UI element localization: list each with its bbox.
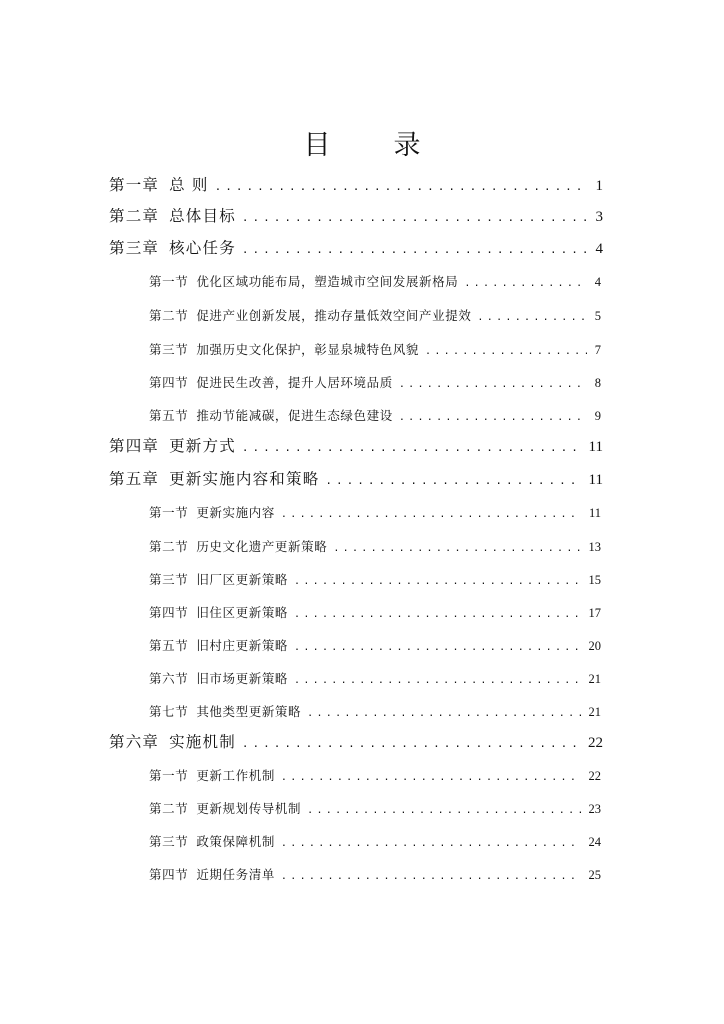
toc-entry-section-5-1[interactable] xyxy=(149,503,601,525)
entry-page: 21 xyxy=(588,672,601,686)
entry-page: 9 xyxy=(594,409,601,423)
toc-entry-section-6-4[interactable] xyxy=(149,865,601,887)
entry-number: 第二节 xyxy=(149,801,189,816)
toc-entry-section-5-3[interactable] xyxy=(149,570,601,592)
entry-number: 第四节 xyxy=(149,867,189,882)
entry-page: 21 xyxy=(588,705,601,719)
dot-leader xyxy=(294,671,580,691)
toc-entry-section-3-5[interactable] xyxy=(149,406,601,428)
entry-label: 其他类型更新策略 xyxy=(196,704,302,719)
dot-leader xyxy=(215,176,588,198)
entry-number: 第五节 xyxy=(149,408,189,423)
entry-number: 第一节 xyxy=(149,505,189,520)
entry-page: 11 xyxy=(588,506,601,520)
entry-label: 更新实施内容 xyxy=(196,505,275,520)
toc-entry-chapter-2[interactable] xyxy=(109,205,603,229)
entry-label: 历史文化遗产更新策略 xyxy=(196,539,328,554)
toc-entry-section-6-3[interactable] xyxy=(149,832,601,854)
toc-entry-chapter-3[interactable] xyxy=(109,237,603,261)
toc-entry-section-5-4[interactable] xyxy=(149,603,601,625)
entry-number: 第一节 xyxy=(149,768,189,783)
dot-leader xyxy=(477,308,586,328)
entry-label: 核心任务 xyxy=(169,239,236,257)
toc-entry-chapter-1[interactable] xyxy=(109,174,603,198)
entry-page: 11 xyxy=(588,439,603,455)
toc-entry-section-3-2[interactable] xyxy=(149,306,601,328)
dot-leader xyxy=(294,605,580,625)
toc-title: 目 录 xyxy=(303,130,439,161)
dot-leader xyxy=(464,274,586,294)
entry-page: 8 xyxy=(594,376,601,390)
entry-page: 25 xyxy=(588,868,601,882)
entry-label: 总 则 xyxy=(169,176,209,194)
dot-leader xyxy=(242,437,581,459)
entry-label: 总体目标 xyxy=(169,207,236,225)
entry-number: 第三章 xyxy=(109,239,160,257)
dot-leader xyxy=(294,638,580,658)
toc-entry-section-5-5[interactable] xyxy=(149,636,601,658)
toc-entry-section-5-2[interactable] xyxy=(149,537,601,559)
dot-leader xyxy=(325,470,580,492)
entry-page: 17 xyxy=(588,606,601,620)
entry-label: 更新方式 xyxy=(169,437,236,455)
entry-page: 15 xyxy=(588,573,601,587)
entry-number: 第二节 xyxy=(149,308,189,323)
entry-label: 优化区域功能布局，塑造城市空间发展新格局 xyxy=(196,274,459,289)
entry-page: 5 xyxy=(594,309,601,323)
entry-page: 7 xyxy=(594,343,601,357)
entry-page: 4 xyxy=(595,241,603,257)
dot-leader xyxy=(307,704,580,724)
entry-number: 第一节 xyxy=(149,274,189,289)
toc-entry-chapter-5[interactable] xyxy=(109,468,603,492)
entry-page: 1 xyxy=(595,178,603,194)
dot-leader xyxy=(242,207,588,229)
toc-entry-section-6-2[interactable] xyxy=(149,799,601,821)
toc-entry-section-3-3[interactable] xyxy=(149,340,601,362)
entry-number: 第三节 xyxy=(149,342,189,357)
dot-leader xyxy=(281,867,581,887)
entry-page: 22 xyxy=(588,735,603,751)
entry-page: 4 xyxy=(594,275,601,289)
entry-number: 第六章 xyxy=(109,733,160,751)
dot-leader xyxy=(425,342,587,362)
entry-label: 旧村庄更新策略 xyxy=(196,638,289,653)
entry-page: 22 xyxy=(588,769,601,783)
entry-label: 促进民生改善，提升人居环境品质 xyxy=(196,375,393,390)
entry-label: 更新实施内容和策略 xyxy=(169,470,320,488)
dot-leader xyxy=(333,539,580,559)
entry-page: 3 xyxy=(595,209,603,225)
entry-number: 第二节 xyxy=(149,539,189,554)
dot-leader xyxy=(281,768,581,788)
entry-label: 更新规划传导机制 xyxy=(196,801,302,816)
entry-label: 实施机制 xyxy=(169,733,236,751)
entry-label: 近期任务清单 xyxy=(196,867,275,882)
entry-number: 第一章 xyxy=(109,176,160,194)
entry-page: 13 xyxy=(588,540,601,554)
entry-page: 23 xyxy=(588,802,601,816)
entry-label: 政策保障机制 xyxy=(196,834,275,849)
entry-label: 更新工作机制 xyxy=(196,768,275,783)
entry-number: 第五节 xyxy=(149,638,189,653)
toc-entry-chapter-4[interactable] xyxy=(109,435,603,459)
entry-number: 第六节 xyxy=(149,671,189,686)
entry-label: 旧市场更新策略 xyxy=(196,671,289,686)
toc-entry-chapter-6[interactable] xyxy=(109,731,603,755)
entry-label: 加强历史文化保护，彰显泉城特色风貌 xyxy=(196,342,420,357)
entry-page: 20 xyxy=(588,639,601,653)
entry-number: 第三节 xyxy=(149,834,189,849)
entry-number: 第四节 xyxy=(149,375,189,390)
entry-number: 第四节 xyxy=(149,605,189,620)
dot-leader xyxy=(294,572,580,592)
entry-number: 第三节 xyxy=(149,572,189,587)
dot-leader xyxy=(242,239,588,261)
entry-number: 第五章 xyxy=(109,470,160,488)
entry-number: 第七节 xyxy=(149,704,189,719)
toc-entry-section-5-7[interactable] xyxy=(149,702,601,724)
entry-page: 11 xyxy=(588,472,603,488)
entry-number: 第二章 xyxy=(109,207,160,225)
entry-label: 旧住区更新策略 xyxy=(196,605,289,620)
dot-leader xyxy=(399,408,587,428)
toc-entry-section-3-4[interactable] xyxy=(149,373,601,395)
entry-label: 推动节能减碳，促进生态绿色建设 xyxy=(196,408,393,423)
toc-entry-section-3-1[interactable] xyxy=(149,272,601,294)
entry-page: 24 xyxy=(588,835,601,849)
dot-leader xyxy=(242,733,580,755)
toc-entry-section-5-6[interactable] xyxy=(149,669,601,691)
dot-leader xyxy=(307,801,580,821)
entry-label: 旧厂区更新策略 xyxy=(196,572,289,587)
dot-leader xyxy=(281,834,581,854)
dot-leader xyxy=(399,375,587,395)
entry-number: 第四章 xyxy=(109,437,160,455)
dot-leader xyxy=(281,505,581,525)
toc-entry-section-6-1[interactable] xyxy=(149,766,601,788)
entry-label: 促进产业创新发展，推动存量低效空间产业提效 xyxy=(196,308,472,323)
